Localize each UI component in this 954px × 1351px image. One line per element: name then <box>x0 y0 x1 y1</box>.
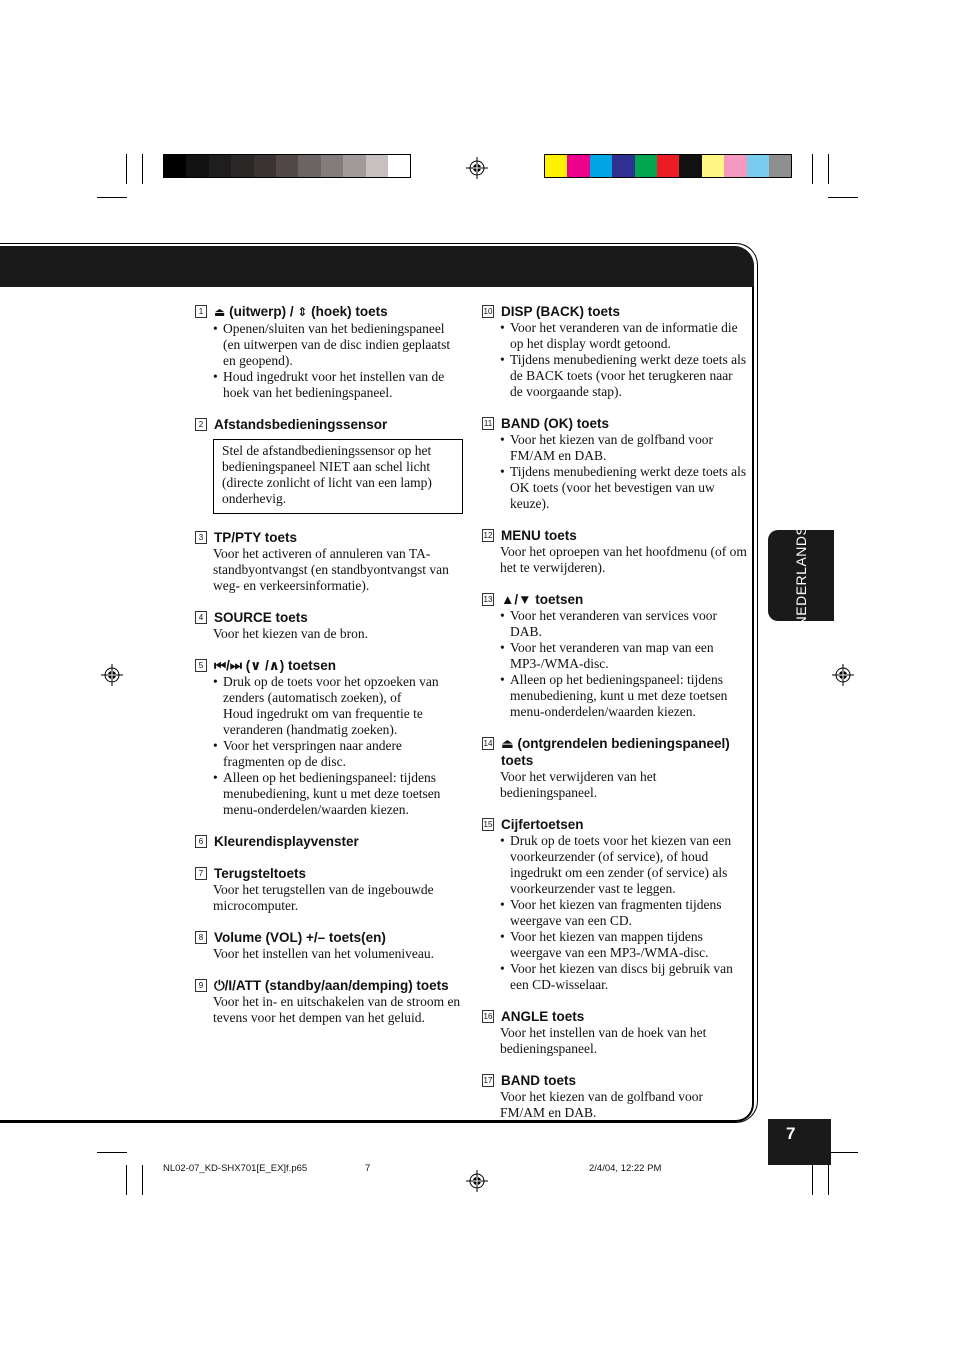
item-title: SOURCE toets <box>214 610 308 625</box>
bullet-list <box>195 321 465 401</box>
item-title: Afstandsbedieningssensor <box>214 417 388 432</box>
footer-page: 7 <box>365 1163 371 1174</box>
item-title: DISP (BACK) toets <box>501 304 621 319</box>
item-description: Voor het activeren of annuleren van TA-standbyontvangst (en standbyontvangst van weg- en verkeersinformatie). <box>213 546 449 593</box>
list-item <box>482 415 747 512</box>
item-number: 11 <box>483 419 493 428</box>
item-description: Voor het terugstellen van de ingebouwde microcomputer. <box>213 882 434 913</box>
item-heading <box>195 416 465 433</box>
item-number: 4 <box>195 611 207 624</box>
page-number: 7 <box>786 1124 796 1143</box>
list-item <box>482 303 747 400</box>
list-item <box>195 833 465 850</box>
list-item <box>482 1008 747 1057</box>
color-swatch <box>724 155 746 177</box>
item-number: 7 <box>195 867 207 880</box>
bullet-item: • Voor het kiezen van de golfband voor FM/AM en DAB. <box>500 432 747 464</box>
item-title-text: (hoek) toets <box>307 304 388 319</box>
item-title: Kleurendisplayvenster <box>214 834 359 849</box>
item-number: 13 <box>483 595 493 604</box>
crop-mark <box>97 1152 127 1153</box>
bullet-item: • Druk op de toets voor het kiezen van een voorkeurzender (of service), of houd ingedrukt om een zender (of service) als voorkeurzender vast te leggen. <box>500 833 747 897</box>
bullet-item: • Alleen op het bedieningspaneel: tijdens menubediening, kunt u met deze toetsen menu-onderdelen/waarden kiezen. <box>500 672 747 720</box>
language-tab <box>768 525 834 626</box>
crop-mark <box>97 197 127 198</box>
crop-mark <box>828 197 858 198</box>
item-heading <box>482 816 747 833</box>
item-heading <box>482 303 747 320</box>
list-item <box>195 416 465 514</box>
bullet-item: • Alleen op het bedieningspaneel: tijdens menubediening, kunt u met deze toetsen menu-onderdelen/waarden kiezen. <box>213 770 465 818</box>
color-calibration-bar <box>544 154 792 178</box>
list-item <box>195 977 465 1026</box>
bullet-list <box>482 833 747 993</box>
color-swatch <box>702 155 724 177</box>
header-band <box>0 246 754 287</box>
registration-mark-icon <box>466 1170 488 1192</box>
bullet-item: • Voor het verspringen naar andere fragmenten op de disc. <box>213 738 465 770</box>
crop-mark <box>828 1165 829 1195</box>
item-number: 2 <box>195 418 207 431</box>
color-swatch <box>231 155 253 177</box>
item-description: Voor het oproepen van het hoofdmenu (of om het te verwijderen). <box>500 544 747 575</box>
item-description: Voor het kiezen van de bron. <box>213 626 368 641</box>
bullet-item: • Voor het kiezen van mappen tijdens weergave van een MP3-/WMA-disc. <box>500 929 747 961</box>
color-swatch <box>254 155 276 177</box>
item-description: Voor het instellen van de hoek van het bedieningspaneel. <box>500 1025 707 1056</box>
item-description: Voor het in- en uitschakelen van de stroom en tevens voor het dempen van het geluid. <box>213 994 461 1025</box>
color-swatch <box>679 155 701 177</box>
item-number: 1 <box>195 305 207 318</box>
item-title: Volume (VOL) +/– toets(en) <box>214 930 386 945</box>
color-swatch <box>276 155 298 177</box>
item-title: ▲/▼ toetsen <box>501 592 584 607</box>
color-swatch <box>612 155 634 177</box>
item-heading <box>195 865 465 882</box>
bullet-item: • Tijdens menubediening werkt deze toets als de BACK toets (voor het terugkeren naar de voorgaande stap). <box>500 352 747 400</box>
color-swatch <box>388 155 410 177</box>
list-item <box>195 609 465 642</box>
item-heading <box>195 833 465 850</box>
bullet-item: • Tijdens menubediening werkt deze toets als OK toets (voor het bevestigen van uw keuze). <box>500 464 747 512</box>
registration-mark-icon <box>832 664 854 686</box>
crop-mark <box>126 1165 127 1195</box>
language-tab-label: NEDERLANDS <box>793 525 809 626</box>
item-description: Voor het instellen van het volumeniveau. <box>213 946 434 961</box>
registration-mark-icon <box>466 157 488 179</box>
bullet-item: • Voor het kiezen van fragmenten tijdens weergave van een CD. <box>500 897 747 929</box>
crop-mark <box>812 1165 813 1195</box>
bullet-list <box>482 320 747 400</box>
item-number: 10 <box>483 307 493 316</box>
item-title: TP/PTY toets <box>214 530 298 545</box>
item-number: 8 <box>195 931 207 944</box>
item-title: MENU toets <box>501 528 577 543</box>
color-swatch <box>343 155 365 177</box>
color-swatch <box>747 155 769 177</box>
item-heading <box>482 1008 747 1025</box>
right-column <box>482 303 747 1136</box>
grayscale-calibration-bar <box>163 154 411 178</box>
crop-mark <box>126 154 127 184</box>
list-item <box>195 303 465 401</box>
item-heading <box>482 735 747 769</box>
bullet-item: • Druk op de toets voor het opzoeken van zenders (automatisch zoeken), of Houd ingedrukt om van frequentie te veranderen (handmatig zoeken). <box>213 674 465 738</box>
item-heading <box>195 929 465 946</box>
list-item <box>195 657 465 818</box>
color-swatch <box>321 155 343 177</box>
footer-date: 2/4/04, 12:22 PM <box>589 1163 662 1174</box>
item-number: 16 <box>483 1012 493 1021</box>
item-heading <box>195 657 465 674</box>
crop-mark <box>142 1165 143 1195</box>
crop-mark <box>828 154 829 184</box>
bullet-list <box>482 608 747 720</box>
list-item <box>195 929 465 962</box>
list-item <box>482 527 747 576</box>
bullet-list <box>482 432 747 512</box>
eject-icon: ⏏ <box>214 305 226 319</box>
color-swatch <box>769 155 791 177</box>
color-swatch <box>164 155 186 177</box>
bullet-item: • Voor het kiezen van discs bij gebruik van een CD-wisselaar. <box>500 961 747 993</box>
list-item <box>195 865 465 914</box>
item-title <box>214 303 388 321</box>
color-swatch <box>366 155 388 177</box>
color-swatch <box>635 155 657 177</box>
item-number: 12 <box>483 531 493 540</box>
item-number: 3 <box>195 531 207 544</box>
list-item <box>195 529 465 594</box>
color-swatch <box>590 155 612 177</box>
bullet-item: • Houd ingedrukt voor het instellen van de hoek van het bedieningspaneel. <box>213 369 465 401</box>
item-number: 15 <box>483 820 493 829</box>
item-heading <box>482 591 747 608</box>
bullet-item: • Voor het veranderen van map van een MP3-/WMA-disc. <box>500 640 747 672</box>
item-heading <box>482 415 747 432</box>
item-title-text: (uitwerp) / <box>225 304 298 319</box>
item-heading <box>195 529 465 546</box>
item-heading <box>195 303 465 321</box>
color-swatch <box>186 155 208 177</box>
item-title: ANGLE toets <box>501 1009 585 1024</box>
item-title: Cijfertoetsen <box>501 817 584 832</box>
item-heading <box>482 527 747 544</box>
list-item <box>482 591 747 720</box>
list-item <box>482 816 747 993</box>
item-title: ⏻/I/ATT (standby/aan/demping) toets <box>214 978 449 993</box>
bullet-item: • Voor het veranderen van de informatie die op het display wordt getoond. <box>500 320 747 352</box>
item-number: 9 <box>195 979 207 992</box>
item-title: Terugsteltoets <box>214 866 307 881</box>
color-swatch <box>657 155 679 177</box>
color-swatch <box>567 155 589 177</box>
bullet-item: • Voor het veranderen van services voor DAB. <box>500 608 747 640</box>
list-item <box>482 1072 747 1121</box>
color-swatch <box>209 155 231 177</box>
crop-mark <box>828 1152 858 1153</box>
bullet-list <box>195 674 465 818</box>
caution-box: Stel de afstandbedieningssensor op het bedieningspaneel NIET aan schel licht (directe zonlicht of licht van een lamp) onderhevig. <box>213 439 463 514</box>
angle-icon: ⇕ <box>297 305 308 319</box>
item-number: 14 <box>483 739 493 748</box>
left-column <box>195 303 465 1041</box>
item-title: ⏮/⏭ (∨ /∧) toetsen <box>214 658 336 673</box>
item-number: 6 <box>195 835 207 848</box>
item-heading <box>195 977 465 994</box>
color-swatch <box>545 155 567 177</box>
item-number: 5 <box>195 659 207 672</box>
color-swatch <box>298 155 320 177</box>
item-heading <box>195 609 465 626</box>
list-item <box>482 735 747 801</box>
item-description: Voor het verwijderen van het bedieningspaneel. <box>500 769 657 800</box>
item-title: BAND toets <box>501 1073 577 1088</box>
page-number-box <box>768 1119 831 1165</box>
footer-file: NL02-07_KD-SHX701[E_EX]f.p65 <box>163 1163 308 1174</box>
bullet-item: • Openen/sluiten van het bedieningspaneel (en uitwerpen van de disc indien geplaatst en geopend). <box>213 321 465 369</box>
crop-mark <box>142 154 143 184</box>
item-title: ⏏ (ontgrendelen bedieningspaneel) toets <box>501 736 730 768</box>
item-heading <box>482 1072 747 1089</box>
item-description: Voor het kiezen van de golfband voor FM/AM en DAB. <box>500 1089 703 1120</box>
item-title: BAND (OK) toets <box>501 416 609 431</box>
item-number: 17 <box>483 1076 493 1085</box>
crop-mark <box>812 154 813 184</box>
